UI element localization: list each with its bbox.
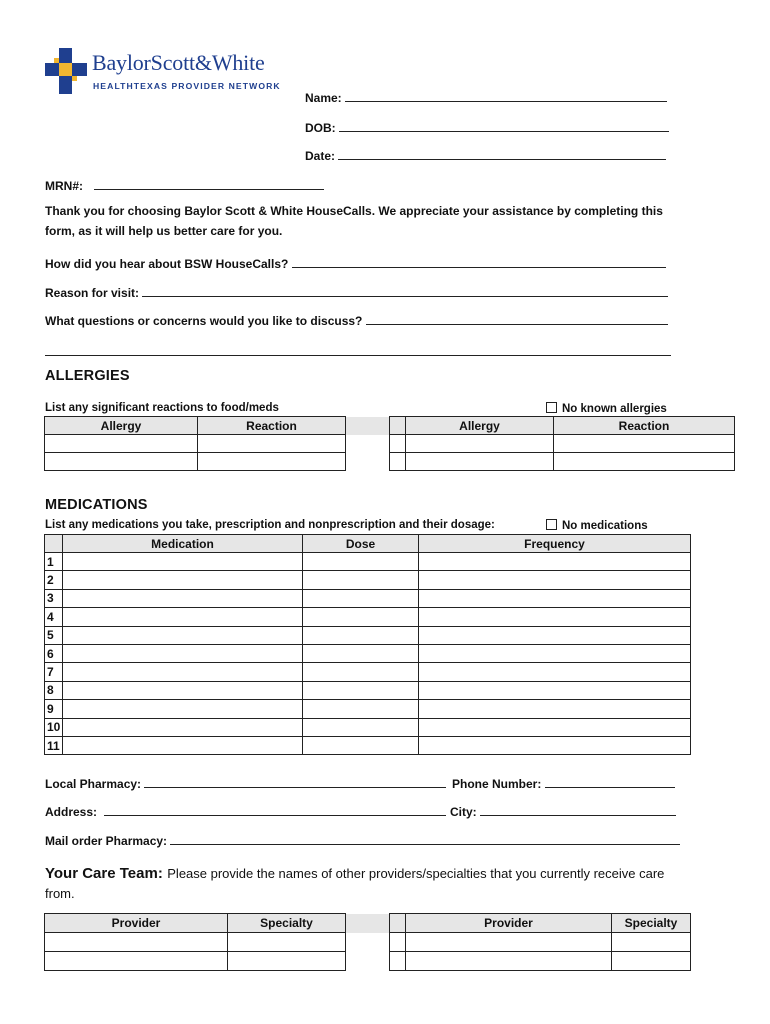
allergy-cell[interactable]: [45, 453, 198, 471]
reason-label: Reason for visit:: [45, 286, 140, 300]
table-row: [45, 644, 691, 662]
reason-line[interactable]: [142, 285, 668, 297]
care-team-table: [44, 913, 691, 971]
local-pharmacy-field[interactable]: [45, 776, 446, 791]
row-number: 3: [45, 589, 63, 607]
row-number: 1: [45, 553, 63, 571]
reason-field[interactable]: [45, 285, 668, 300]
row-number: 2: [45, 571, 63, 589]
frequency-cell[interactable]: [419, 681, 691, 699]
reaction-cell[interactable]: [554, 435, 735, 453]
table-row: [45, 626, 691, 644]
dose-column-header: Dose: [303, 535, 419, 553]
medication-column-header: Medication: [63, 535, 303, 553]
table-row: [45, 553, 691, 571]
provider-column-header-2: Provider: [406, 914, 612, 933]
phone-number-field[interactable]: [452, 776, 675, 791]
dose-cell[interactable]: [303, 663, 419, 681]
address-field[interactable]: [45, 804, 446, 819]
medication-cell[interactable]: [63, 681, 303, 699]
medications-instructions: List any medications you take, prescription and nonprescription and their dosage:: [45, 519, 495, 531]
allergy-column-header-2: Allergy: [406, 417, 554, 435]
reaction-cell[interactable]: [554, 453, 735, 471]
concerns-label: What questions or concerns would you like to discuss?: [45, 314, 363, 328]
city-field[interactable]: [450, 804, 676, 819]
medication-cell[interactable]: [63, 571, 303, 589]
address-line[interactable]: [104, 804, 446, 816]
dose-cell[interactable]: [303, 644, 419, 662]
row-number: 10: [45, 718, 63, 736]
mail-order-pharmacy-label: Mail order Pharmacy:: [45, 834, 168, 848]
medication-cell[interactable]: [63, 626, 303, 644]
mail-order-pharmacy-field[interactable]: [45, 833, 680, 848]
provider-column-header-1: Provider: [45, 914, 228, 933]
allergy-cell[interactable]: [406, 435, 554, 453]
frequency-cell[interactable]: [419, 663, 691, 681]
dose-cell[interactable]: [303, 718, 419, 736]
table-row: [45, 700, 691, 718]
medication-cell[interactable]: [63, 736, 303, 754]
medications-table: [44, 534, 691, 755]
medication-cell[interactable]: [63, 553, 303, 571]
provider-cell[interactable]: [45, 952, 228, 971]
table-row: [45, 589, 691, 607]
row-number: 4: [45, 608, 63, 626]
provider-cell[interactable]: [45, 933, 228, 952]
dose-cell[interactable]: [303, 553, 419, 571]
mrn-label: MRN#:: [45, 179, 83, 193]
phone-number-line[interactable]: [545, 776, 675, 788]
allergies-title: ALLERGIES: [45, 368, 130, 384]
allergy-cell[interactable]: [406, 453, 554, 471]
logo-network-text: HEALTHTEXAS PROVIDER NETWORK: [93, 81, 281, 91]
hear-about-line[interactable]: [292, 256, 666, 268]
specialty-cell[interactable]: [612, 952, 691, 971]
row-number: 6: [45, 644, 63, 662]
row-number: 11: [45, 736, 63, 754]
logo-cross-icon: [44, 46, 90, 96]
medication-cell[interactable]: [63, 608, 303, 626]
specialty-cell[interactable]: [612, 933, 691, 952]
mrn-line[interactable]: [94, 178, 324, 190]
care-team-intro: [45, 864, 685, 904]
frequency-cell[interactable]: [419, 626, 691, 644]
reaction-cell[interactable]: [198, 453, 346, 471]
name-field[interactable]: [305, 90, 667, 105]
concerns-field[interactable]: [45, 313, 668, 328]
hear-about-field[interactable]: [45, 256, 666, 271]
mrn-field[interactable]: [45, 178, 324, 193]
no-medications-option[interactable]: [546, 519, 648, 532]
frequency-cell[interactable]: [419, 571, 691, 589]
medication-cell[interactable]: [63, 644, 303, 662]
row-number: 7: [45, 663, 63, 681]
name-line[interactable]: [345, 90, 667, 102]
dose-cell[interactable]: [303, 608, 419, 626]
intro-text: Thank you for choosing Baylor Scott & White HouseCalls. We appreciate your assistance by completing this form, as it will help us better care for you.: [45, 204, 663, 238]
frequency-column-header: Frequency: [419, 535, 691, 553]
dose-cell[interactable]: [303, 571, 419, 589]
mail-order-pharmacy-line[interactable]: [170, 833, 680, 845]
frequency-cell[interactable]: [419, 736, 691, 754]
row-number: 8: [45, 681, 63, 699]
reaction-column-header-2: Reaction: [554, 417, 735, 435]
dob-label: DOB:: [305, 121, 336, 135]
table-row: [45, 681, 691, 699]
specialty-column-header-1: Specialty: [228, 914, 346, 933]
care-team-title: Your Care Team:: [45, 865, 163, 882]
frequency-cell[interactable]: [419, 589, 691, 607]
address-label: Address:: [45, 805, 98, 819]
no-allergies-checkbox[interactable]: [546, 402, 557, 413]
concerns-line-2[interactable]: [45, 344, 671, 356]
date-line[interactable]: [338, 148, 666, 160]
frequency-cell[interactable]: [419, 553, 691, 571]
table-row: [45, 453, 735, 471]
reaction-cell[interactable]: [198, 435, 346, 453]
city-label: City:: [450, 805, 477, 819]
allergies-table: [44, 416, 735, 471]
logo: [44, 46, 304, 98]
table-row: [45, 718, 691, 736]
dose-cell[interactable]: [303, 700, 419, 718]
dose-cell[interactable]: [303, 626, 419, 644]
date-field[interactable]: [305, 148, 666, 163]
local-pharmacy-label: Local Pharmacy:: [45, 777, 142, 791]
frequency-cell[interactable]: [419, 700, 691, 718]
table-row: [45, 736, 691, 754]
local-pharmacy-line[interactable]: [144, 776, 446, 788]
table-row: [45, 608, 691, 626]
table-row: [45, 952, 691, 971]
specialty-cell[interactable]: [228, 933, 346, 952]
provider-cell[interactable]: [406, 933, 612, 952]
phone-number-label: Phone Number:: [452, 777, 542, 791]
table-row: [45, 933, 691, 952]
medication-cell[interactable]: [63, 700, 303, 718]
allergy-column-header-1: Allergy: [45, 417, 198, 435]
medication-cell[interactable]: [63, 718, 303, 736]
table-row: [45, 663, 691, 681]
name-label: Name:: [305, 91, 342, 105]
dob-line[interactable]: [339, 120, 669, 132]
table-row: [45, 435, 735, 453]
frequency-cell[interactable]: [419, 718, 691, 736]
hear-about-label: How did you hear about BSW HouseCalls?: [45, 257, 289, 271]
city-line[interactable]: [480, 804, 676, 816]
no-medications-label: No medications: [562, 520, 648, 532]
date-label: Date:: [305, 149, 336, 163]
frequency-cell[interactable]: [419, 644, 691, 662]
provider-cell[interactable]: [406, 952, 612, 971]
medication-cell[interactable]: [63, 589, 303, 607]
row-number: 9: [45, 700, 63, 718]
no-allergies-label: No known allergies: [562, 403, 667, 415]
dob-field[interactable]: [305, 120, 669, 135]
dose-cell[interactable]: [303, 736, 419, 754]
care-team-text: Please provide the names of other providers/specialties that you currently receive care from.: [45, 866, 665, 901]
no-allergies-option[interactable]: [546, 402, 667, 415]
row-number: 5: [45, 626, 63, 644]
medications-title: MEDICATIONS: [45, 497, 148, 513]
dose-cell[interactable]: [303, 681, 419, 699]
no-medications-checkbox[interactable]: [546, 519, 557, 530]
specialty-column-header-2: Specialty: [612, 914, 691, 933]
logo-brand-text: BaylorScott&White: [92, 50, 265, 75]
medication-cell[interactable]: [63, 663, 303, 681]
allergies-instructions: List any significant reactions to food/meds: [45, 402, 279, 414]
concerns-line[interactable]: [366, 313, 668, 325]
frequency-cell[interactable]: [419, 608, 691, 626]
dose-cell[interactable]: [303, 589, 419, 607]
allergy-cell[interactable]: [45, 435, 198, 453]
table-row: [45, 571, 691, 589]
reaction-column-header-1: Reaction: [198, 417, 346, 435]
specialty-cell[interactable]: [228, 952, 346, 971]
